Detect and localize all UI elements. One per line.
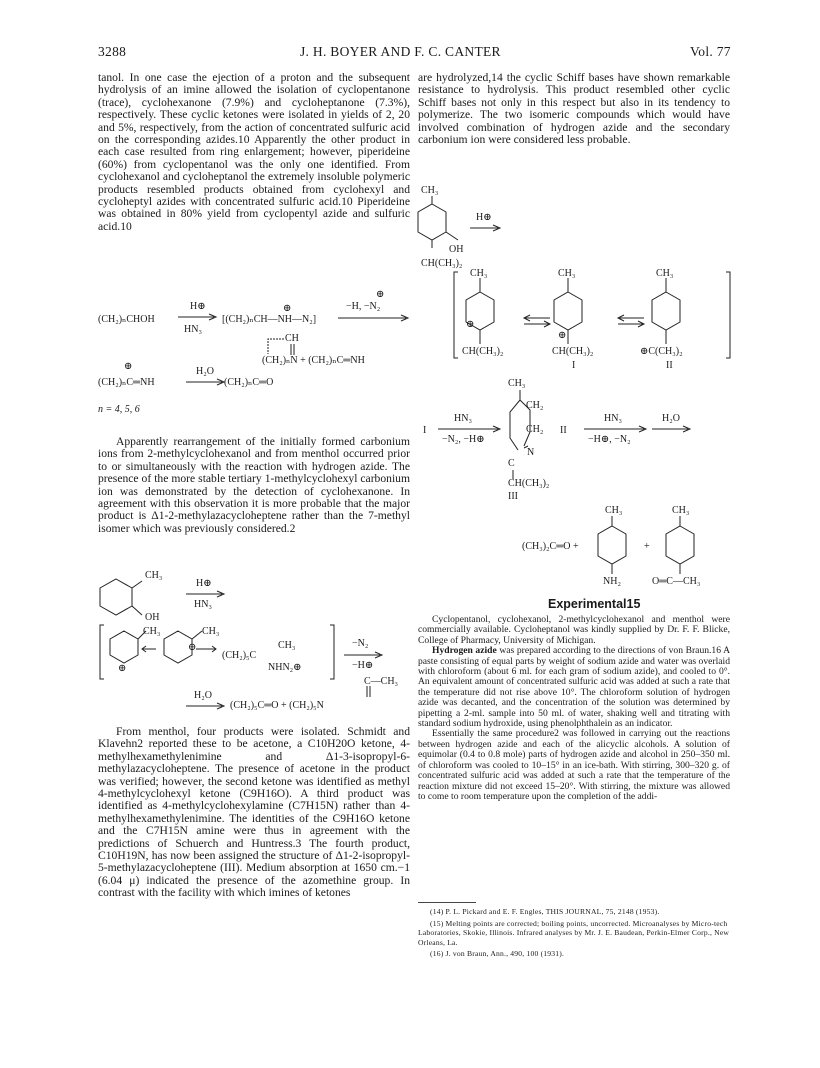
reaction-arrow-icon <box>584 425 648 433</box>
reaction-arrow-icon <box>652 425 692 433</box>
paragraph-text: was prepared according to the directions of von Braun.16 A paste consisting of equal parts by weight of sodium azide and water was overlaid with chloroform (about 6 ml. for each gram of sodium azide), and cooled to 0°. An equivalent amount of concentrated sulfuric acid was added at such a rate that the temperature did not rise above 10°. The chloroform solution of hydrogen azide was decanted, and the concentration of the solution was determined by pipetting a 2-ml. sample into 50 ml. of water, shaking well and titrating with standard sodium hydroxide, using phenolphthalein as an indicator. <box>418 645 730 730</box>
footnotes <box>418 907 730 961</box>
scheme1-reactant: (CH₂)ₙCHOH <box>98 314 155 325</box>
paragraph-hydrogen-azide <box>418 646 730 729</box>
scheme3-row2-loss-2: −H⊕, −N₂ <box>588 434 631 445</box>
footnote-divider <box>418 902 476 903</box>
reaction-arrow-icon <box>438 425 502 433</box>
scheme1-hydrolysis-reagent: H₂O <box>196 366 214 377</box>
footnote-16: (16) J. von Braun, Ann., 490, 100 (1931). <box>430 949 565 959</box>
reaction-arrow-icon <box>470 224 502 232</box>
bond-line-icon <box>266 338 286 356</box>
reaction-arrow-icon <box>186 378 226 386</box>
scheme3-product-methyl-2: CH₃ <box>672 505 690 516</box>
scheme2-methyl: CH₃ <box>145 570 163 581</box>
scheme1-products: (CH₂)ₙN + (CH₂)ₙC═NH <box>262 355 365 366</box>
scheme3-ion1-charge: ⊕ <box>466 319 475 330</box>
paragraph-text: are hydrolyzed,14 the cyclic Schiff bases have shown remarkable resistance to hydrolysis. This product resembled other cyclic Schiff bases not only in this respect but also in its tendency to polymerize. The two isomeric compounds which would have involved combination of hydrogen azide and the secondary carbonium ion were considered less probable. <box>418 71 730 147</box>
paragraph-text: Cyclopentanol, cyclohexanol, 2-methylcyclohexanol and menthol were commercially available. Cycloheptanol was kindly supplied by Dr. F. F. Blicke, College of Pharmacy, University of Michigan. <box>418 614 730 646</box>
scheme3-ion2-methyl: CH₃ <box>558 268 576 279</box>
scheme1-arrow-reagent: H⊕ <box>190 301 206 312</box>
compound-label-ii: II <box>666 360 673 371</box>
scheme1-n-values: n = 4, 5, 6 <box>98 404 140 415</box>
scheme3-ion3-methyl: CH₃ <box>656 268 674 279</box>
paragraph-lead: Hydrogen azide <box>432 645 497 657</box>
scheme2-bracket-azide-methyl: CH₃ <box>278 640 296 651</box>
double-bond-icon <box>366 686 372 698</box>
scheme2-bracket-charge: ⊕ <box>118 663 127 674</box>
footnote-14: (14) P. L. Pickard and E. F. Engles, THIS JOURNAL, 75, 2148 (1953). <box>430 907 660 916</box>
right-paragraph-1 <box>418 72 730 146</box>
scheme3-menthol-isopropyl: CH(CH₃)₂ <box>421 258 463 269</box>
reaction-arrow-icon <box>186 590 226 598</box>
scheme2-hydroxyl: OH <box>145 612 160 623</box>
scheme2-loss-proton: −H⊕ <box>352 660 374 671</box>
scheme2-bracket-methyl: CH₃ <box>143 626 161 637</box>
page-number: 3288 <box>98 44 127 59</box>
scheme1-charge-2: ⊕ <box>376 289 385 300</box>
scheme3-plus: + <box>644 541 650 552</box>
scheme2-hydrolysis-reagent: H₂O <box>194 690 212 701</box>
scheme2-bracket-azide-group: NHN₂⊕ <box>268 662 302 673</box>
scheme2-bracket-azide: (CH₂)₅C <box>222 650 257 661</box>
scheme3-row2-water: H₂O <box>662 413 680 424</box>
scheme3-acid: H⊕ <box>476 212 492 223</box>
running-head-volume: Vol. 77 <box>690 44 731 59</box>
compound-label-i: I <box>572 360 576 371</box>
paragraph-text: Essentially the same procedure2 was followed in carrying out the reactions between hydrogen azide and each of the alicyclic alcohols. A solution of equimolar (0.4 to 0.8 mole) parts of hydrogen azide and alcohol in 250–350 ml. of chloroform was cooled to 10–15° in an ice-bath. With stirring, 300–320 g. of concentrated sulfuric acid was added at such a rate that the temperature of the reaction mixture did not exceed 15–20°. With stirring, the mixture was allowed to come to room temperature upon the completion of the addi- <box>418 728 730 802</box>
scheme3-row2-isopropyl: CH(CH₃)₂ <box>508 478 550 489</box>
scheme3-acetone: (CH₃)₂C═O + <box>522 541 579 552</box>
scheme1-ketone: (CH₂)ₙC═O <box>224 377 274 388</box>
paragraph-text: Apparently rearrangement of the initially formed carbonium ions from 2-methylcyclohexanol and from menthol occurred prior to or simultaneously with the reaction with hydrogen azide. The presence of the more stable tertiary 1-methylcyclohexyl carbonium ion was demonstrated by the detection of cyclohexanone. In agreement with this observation it is more probable that the major product is Δ1-2-methylazacycloheptene rather than the 7-methyl isomer which was previously considered.2 <box>98 435 410 535</box>
scheme3-product-methyl: CH₃ <box>605 505 623 516</box>
compound-label-iii: III <box>508 491 518 502</box>
scheme1-arrow-loss: −H, −N₂ <box>346 301 381 312</box>
scheme1-imine: (CH₂)ₙC═NH <box>98 377 155 388</box>
reaction-arrow-icon <box>186 702 226 710</box>
experimental-body <box>418 615 730 802</box>
reaction-arrow-icon <box>338 314 410 322</box>
scheme3-row2-azide: HN₃ <box>454 413 472 424</box>
reaction-arrow-icon <box>178 313 218 321</box>
section-heading-experimental: Experimental15 <box>548 597 641 611</box>
scheme3-ketone: O═C—CH₃ <box>652 576 701 587</box>
scheme2-product-methyl: C—CH₃ <box>364 676 399 687</box>
scheme3-row2-methyl: CH₃ <box>508 378 526 389</box>
left-paragraph-1 <box>98 72 410 233</box>
scheme3-ion2-isopropyl: CH(CH₃)₂ <box>552 346 594 357</box>
scheme3-ion2-charge: ⊕ <box>558 330 567 341</box>
scheme3-row2-methylene-2: CH₂ <box>526 424 544 435</box>
scheme3-row2-nitrogen: N <box>527 447 535 458</box>
scheme3-menthol-methyl: CH₃ <box>421 185 439 196</box>
left-paragraph-3 <box>98 726 410 900</box>
scheme2-products: (CH₂)₅C═O + (CH₂)₅N <box>230 700 324 711</box>
scheme2-acid: H⊕ <box>196 578 212 589</box>
paragraph-text: From menthol, four products were isolated. Schmidt and Klavehn2 reported these to be acetone, a C10H20O ketone, 4-methylhexamethylenimine and Δ1-3-isopropyl-6-methylazacycloheptene. The presence of acetone in the product was verified; however, the second ketone was identified as methyl 4-methylcyclohexyl ketone (C9H16O). A third product was identified as 4-methylcyclohexylamine (C7H15N) rather than 4-methylhexamethylenimine. The identities of the C9H16O ketone and the C7H15N amine were thus in agreement with the predictions of Schuerch and Huntress.3 The fourth product, C10H19N, has now been assigned the structure of Δ1-2-isopropyl-5-methylazacycloheptene (III). Medium absorption at 1650 cm.−1 (6.04 μ) indicated the presence of the azomethine group. In contrast with the facility with which imines of ketones <box>98 725 410 900</box>
scheme3-row2-mid-label: II <box>560 425 567 436</box>
scheme1-charge: ⊕ <box>283 303 292 314</box>
scheme1-arrow-reagent-2: HN₃ <box>184 324 202 335</box>
scheme3-row2-azide-2: HN₃ <box>604 413 622 424</box>
scheme3-ion3-isopropyl: ⊕C(CH₃)₂ <box>640 346 683 357</box>
left-paragraph-2 <box>98 436 410 535</box>
scheme3-amine: NH₂ <box>603 576 621 587</box>
scheme1-intermediate: [(CH₂)ₙCH—NH—N₂] <box>222 314 317 325</box>
reaction-arrow-icon <box>344 651 384 659</box>
scheme3-ion1-methyl: CH₃ <box>470 268 488 279</box>
scheme3-row2-start-label: I <box>423 425 427 436</box>
paragraph-text: tanol. In one case the ejection of a proton and the subsequent hydrolysis of an imine allowed the isolation of cyclopentanone (trace), cyclohexanone (7.9%) and cycloheptanone (7.3%), respectively. These cyclic ketones were isolated in yields of 2, 20 and 5%, respectively, from the action of concentrated sulfuric acid on the corresponding azides.10 Apparently the other product in each case resulted from ring enlargement; however, piperideine (60%) from cyclopentanol was the only one identified. From cyclohexanol and cycloheptanol the extremely insoluble polymeric products resembled products obtained from cyclohexyl and cycloheptyl azides with concentrated sulfuric acid.10 Piperideine was obtained in 80% yield from cyclopentyl azide and sulfuric acid.10 <box>98 71 410 233</box>
scheme2-bracket-charge-2: ⊕ <box>188 642 197 653</box>
scheme1-charge-3: ⊕ <box>124 361 133 372</box>
scheme2-bracket-methyl-2: CH₃ <box>202 626 220 637</box>
menthol-structure-icon <box>418 196 478 258</box>
footnote-15: (15) Melting points are corrected; boiling points, uncorrected. Microanalyses by Micro-tech Laboratories, Skokie, Illinois. Infrared analyses by Mr. J. E. Baudean, Perkin-Elmer Corp., New Orleans, La. <box>418 918 730 947</box>
scheme3-menthol-hydroxyl: OH <box>449 244 464 255</box>
running-head-authors: J. H. BOYER AND F. C. CANTER <box>300 44 501 59</box>
scheme1-ch: CH <box>285 333 299 344</box>
scheme3-row2-carbon: C <box>508 458 515 469</box>
scheme2-loss-n2: −N₂ <box>352 638 369 649</box>
scheme2-azide-reagent: HN₃ <box>194 599 212 610</box>
scheme3-row2-methylene: CH₂ <box>526 400 544 411</box>
scheme3-ion1-isopropyl: CH(CH₃)₂ <box>462 346 504 357</box>
scheme3-row2-loss: −N₂, −H⊕ <box>442 434 485 445</box>
